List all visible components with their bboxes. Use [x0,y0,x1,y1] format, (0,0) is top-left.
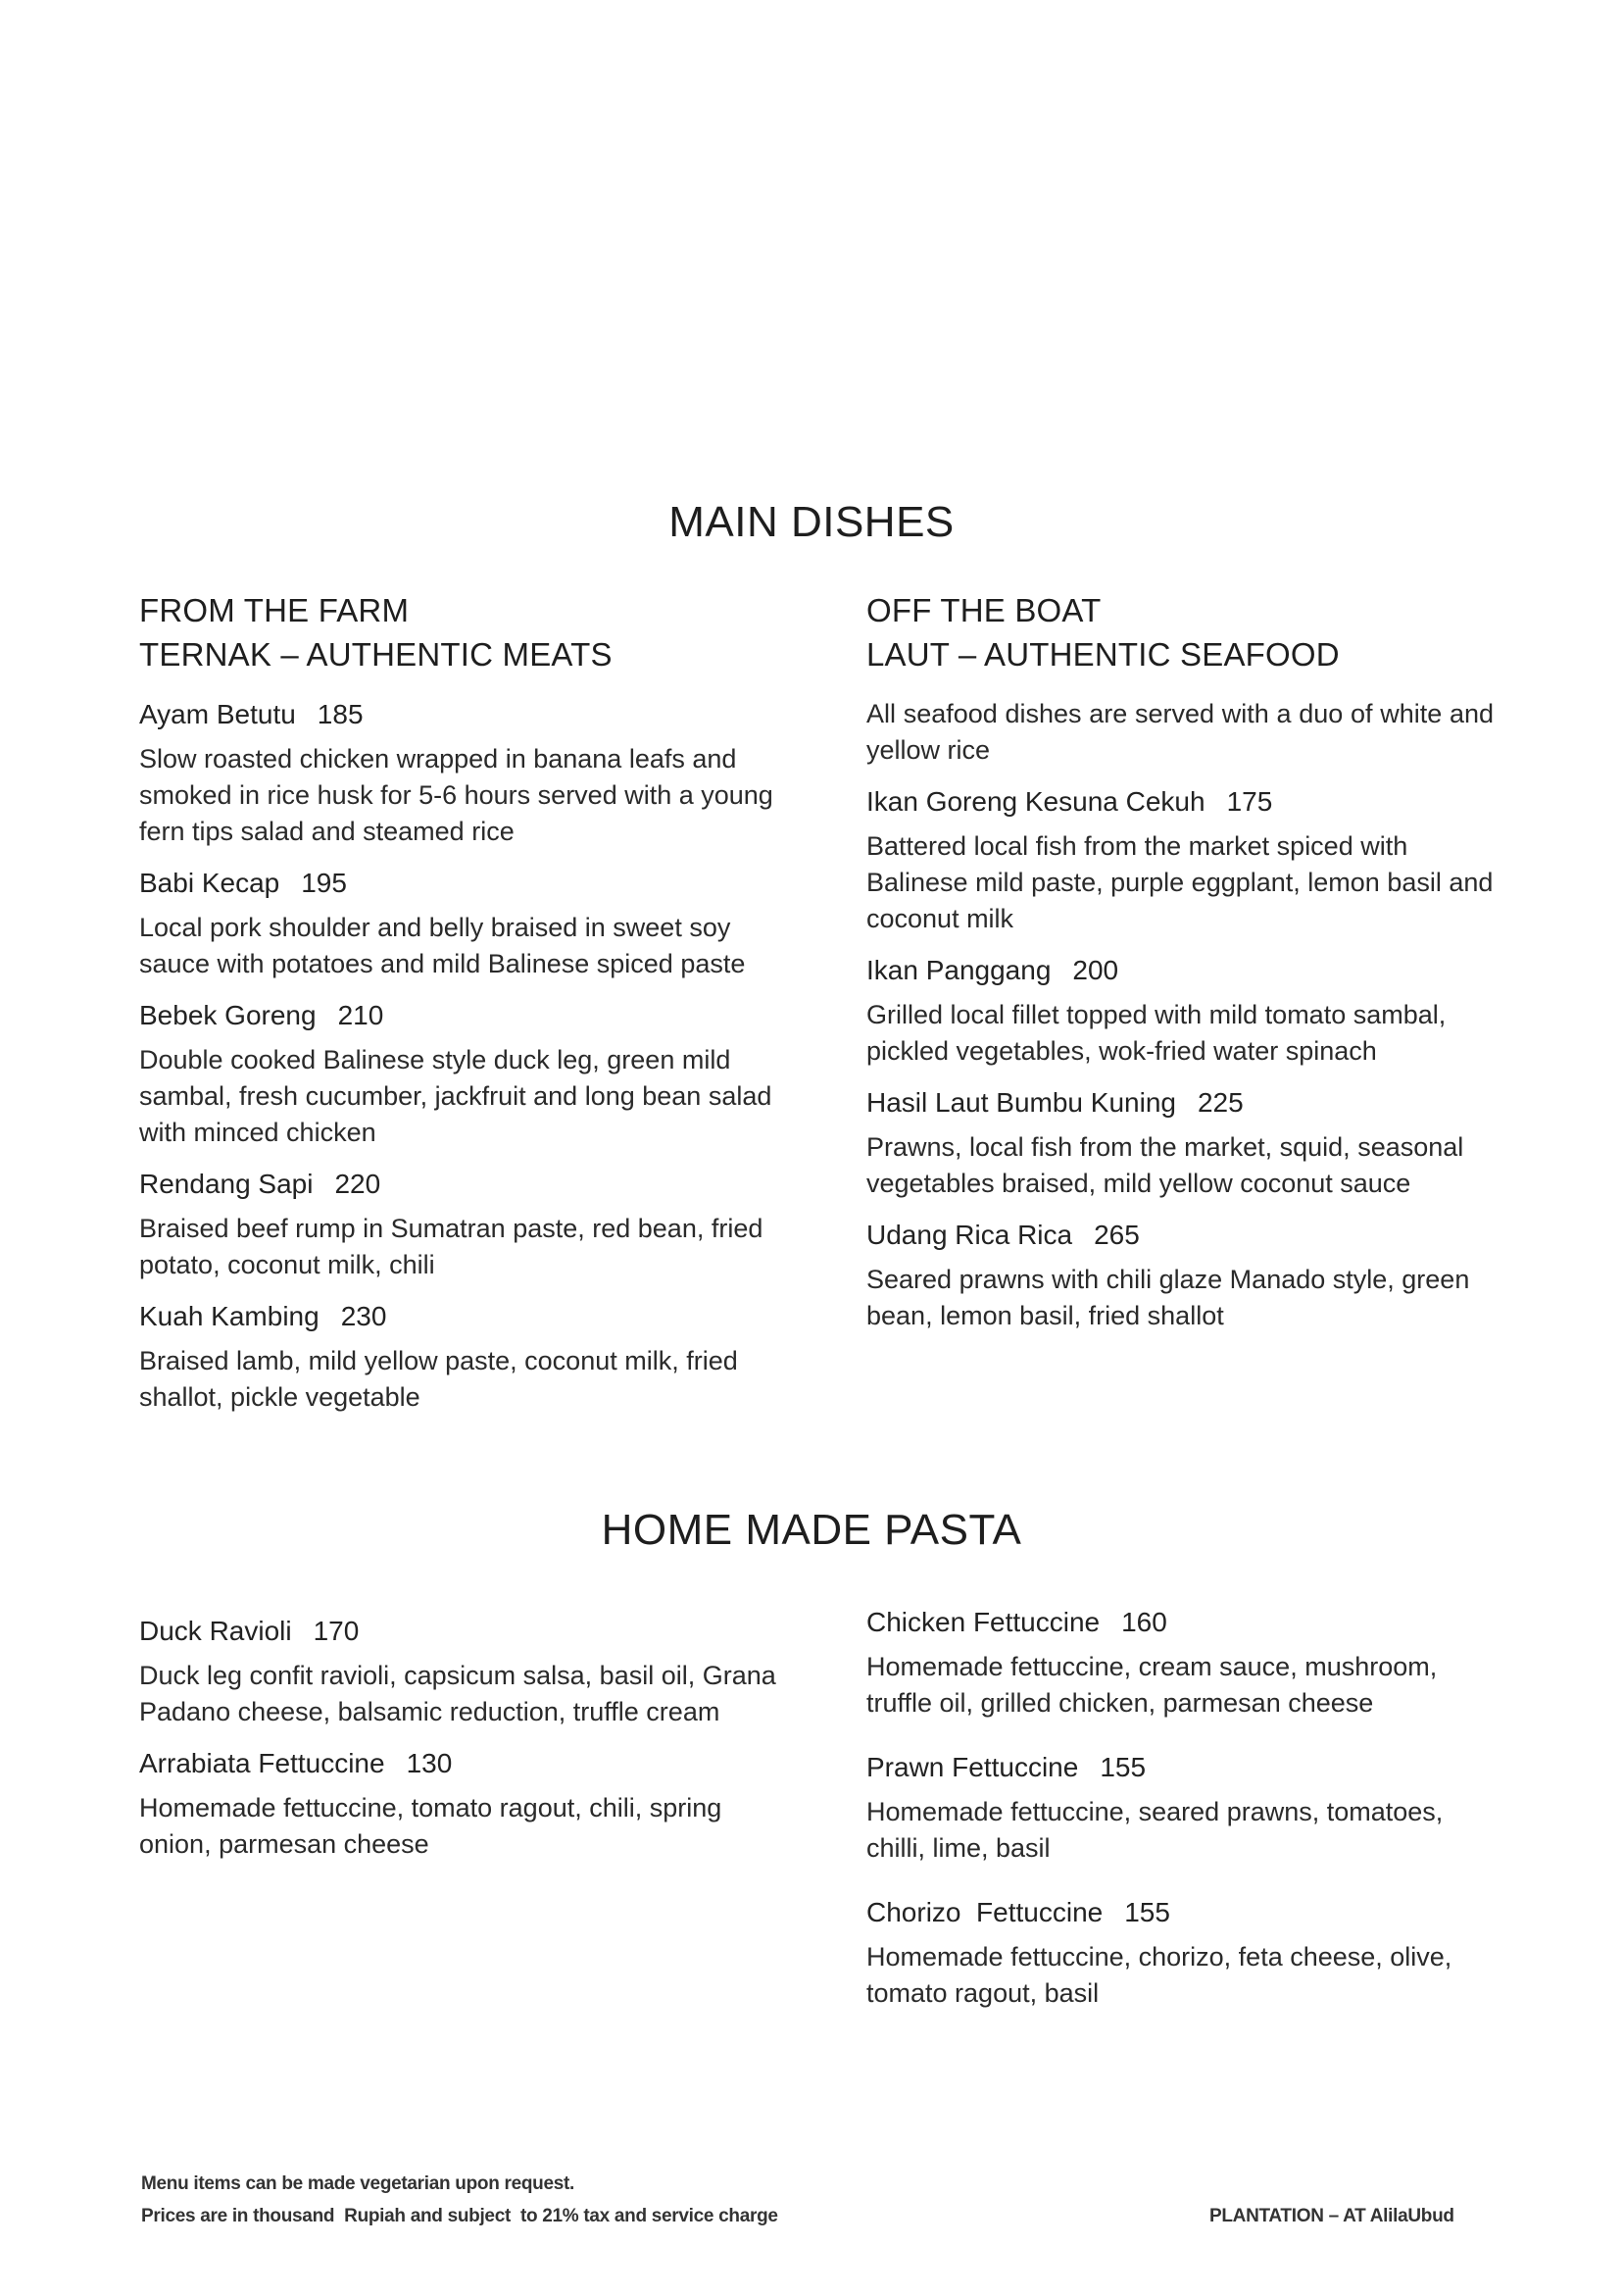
dish-name: Prawn Fettuccine [866,1752,1079,1782]
menu-item [866,952,1494,1070]
dish-description: Local pork shoulder and belly braised in sweet soy sauce with potatoes and mild Balinese spiced paste [139,913,746,978]
dish-name: Duck Ravioli [139,1616,292,1646]
menu-item [139,997,776,1151]
dish-name: Bebek Goreng [139,1000,317,1030]
boat-heading-line1: OFF THE BOAT [866,592,1102,628]
brand-name: PLANTATION – AT AlilaUbud [1209,2206,1454,2226]
dish-price: 220 [334,1169,381,1199]
dish-price: 160 [1121,1607,1167,1637]
boat-heading [866,588,1494,676]
dish-description: Duck leg confit ravioli, capsicum salsa, basil oil, Grana Padano cheese, balsamic reduction, truffle cream [139,1661,776,1726]
menu-item [866,1217,1494,1334]
dish-name: Rendang Sapi [139,1169,314,1199]
pasta-title: HOME MADE PASTA [601,1506,1022,1554]
menu-item [139,1166,776,1283]
dish-price: 170 [313,1616,360,1646]
dish-name: Chorizo Fettuccine [866,1897,1104,1927]
menu-item [866,783,1494,937]
dish-name: Chicken Fettuccine [866,1607,1101,1637]
dish-name: Udang Rica Rica [866,1220,1073,1250]
dish-description: Seared prawns with chili glaze Manado style, green bean, lemon basil, fried shallot [866,1265,1470,1330]
farm-column [139,588,776,1430]
dish-price: 265 [1094,1220,1140,1250]
dish-description: Homemade fettuccine, cream sauce, mushroom, truffle oil, grilled chicken, parmesan cheese [866,1652,1438,1718]
dish-description: Grilled local fillet topped with mild tomato sambal, pickled vegetables, wok-fried water spinach [866,1000,1447,1066]
price-note: Prices are in thousand Rupiah and subject to 21% tax and service charge [141,2206,778,2226]
dish-description: Homemade fettuccine, seared prawns, tomatoes, chilli, lime, basil [866,1797,1444,1863]
dish-price: 210 [337,1000,384,1030]
vegetarian-note: Menu items can be made vegetarian upon request. [141,2173,575,2194]
menu-item [866,1894,1494,2012]
dish-price: 185 [317,699,364,729]
menu-item [139,1298,776,1416]
dish-price: 155 [1100,1752,1147,1782]
main-dishes-title: MAIN DISHES [668,498,955,546]
pasta-left-column [139,1613,776,1877]
dish-description: Braised beef rump in Sumatran paste, red bean, fried potato, coconut milk, chili [139,1214,763,1279]
dish-price: 155 [1124,1897,1170,1927]
dish-price: 230 [340,1301,387,1331]
dish-price: 200 [1072,955,1119,985]
menu-item [139,1745,776,1863]
menu-item [866,1084,1494,1202]
dish-price: 175 [1226,786,1273,817]
dish-name: Hasil Laut Bumbu Kuning [866,1087,1176,1118]
dish-description: Homemade fettuccine, tomato ragout, chili, spring onion, parmesan cheese [139,1793,722,1859]
dish-price: 130 [406,1748,453,1778]
dish-name: Ikan Goreng Kesuna Cekuh [866,786,1205,817]
dish-price: 225 [1197,1087,1244,1118]
boat-column [866,588,1494,1349]
menu-item [139,696,776,850]
dish-name: Ikan Panggang [866,955,1052,985]
dish-name: Ayam Betutu [139,699,296,729]
dish-description: Braised lamb, mild yellow paste, coconut milk, fried shallot, pickle vegetable [139,1346,738,1412]
dish-description: Homemade fettuccine, chorizo, feta cheese, olive, tomato ragout, basil [866,1942,1452,2008]
farm-heading-line1: FROM THE FARM [139,592,410,628]
pasta-right-column [866,1604,1494,2026]
menu-item [866,1604,1494,1722]
dish-price: 195 [301,868,347,898]
menu-item [139,865,776,982]
dish-description: Battered local fish from the market spiced with Balinese mild paste, purple eggplant, lemon basil and coconut milk [866,831,1494,933]
dish-name: Babi Kecap [139,868,280,898]
farm-heading-line2: TERNAK – AUTHENTIC MEATS [139,636,613,673]
boat-heading-line2: LAUT – AUTHENTIC SEAFOOD [866,636,1340,673]
dish-name: Arrabiata Fettuccine [139,1748,385,1778]
dish-description: Double cooked Balinese style duck leg, green mild sambal, fresh cucumber, jackfruit and long bean salad with minced chicken [139,1045,772,1147]
dish-description: Prawns, local fish from the market, squid, seasonal vegetables braised, mild yellow coconut sauce [866,1132,1464,1198]
menu-item [139,1613,776,1730]
menu-item [866,1749,1494,1867]
dish-name: Kuah Kambing [139,1301,320,1331]
farm-heading [139,588,776,676]
seafood-note: All seafood dishes are served with a duo of white and yellow rice [866,699,1494,765]
dish-description: Slow roasted chicken wrapped in banana leafs and smoked in rice husk for 5-6 hours served with a young fern tips salad and steamed rice [139,744,773,846]
